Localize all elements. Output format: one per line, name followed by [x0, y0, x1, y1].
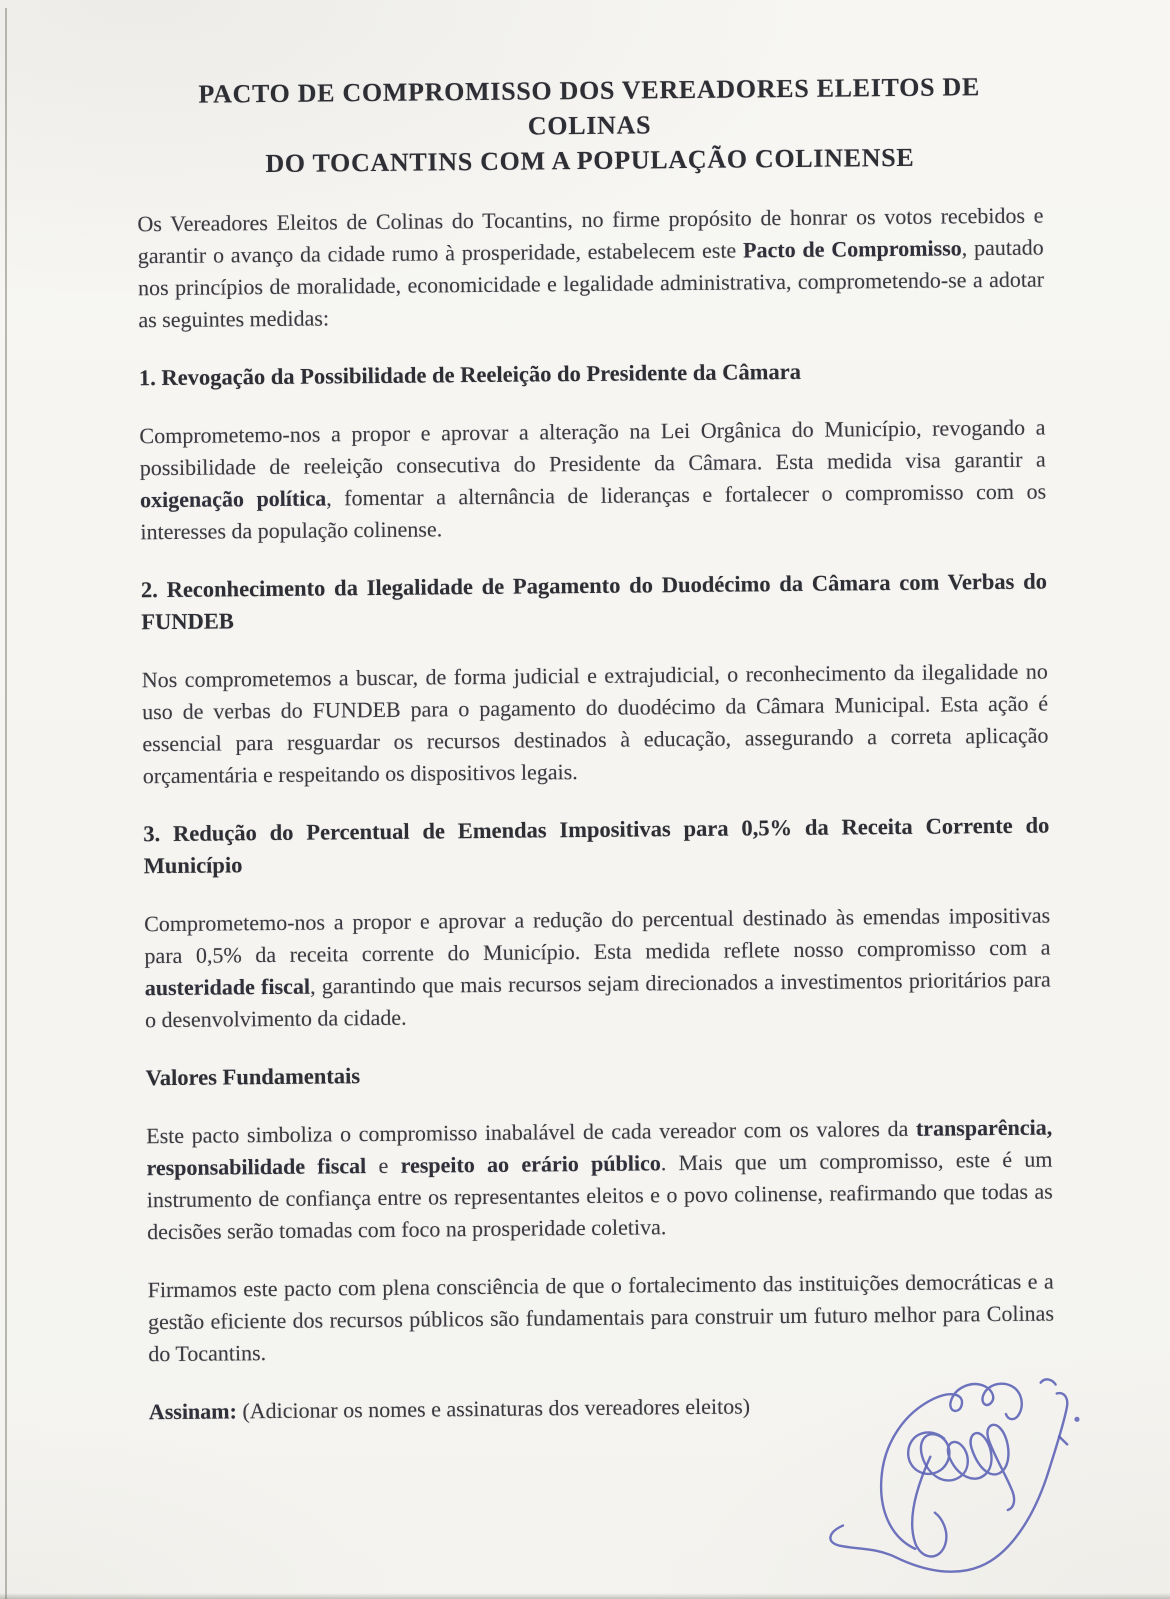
- section-2-paragraph: Nos comprometemos a buscar, de forma judicial e extrajudicial, o reconhecimento da ilegalidade no uso de verbas do FUNDEB para o pagamento do duodécimo da Câmara Municipal. Esta ação é essencial para resguardar os recursos destinados à educação, assegurando a correta aplicação orçamentária e respeitando os dispositivos legais.: [141, 658, 1049, 789]
- scan-bottom-shadow: [0, 1593, 1170, 1599]
- section-2-heading: 2. Reconhecimento da Ilegalidade de Pagamento do Duodécimo da Câmara com Verbas do FUNDEB: [140, 568, 1048, 635]
- document-title-line-2: DO TOCANTINS COM A POPULAÇÃO COLINENSE: [265, 142, 915, 179]
- section-1-paragraph: Comprometemo-nos a propor e aprovar a alteração na Lei Orgânica do Município, revogando a possibilidade de reeleição consecutiva do Presidente da Câmara. Esta medida visa garantir a oxigenação política, fomentar a alternância de lideranças e fortalecer o compromisso com os interesses da população colinense.: [139, 414, 1047, 545]
- signature-stroke-outer: [829, 1393, 1069, 1573]
- section-3-heading: 3. Redução do Percentual de Emendas Impositivas para 0,5% da Receita Corrente do Município: [143, 812, 1050, 879]
- signature-stroke-name: [908, 1425, 1014, 1511]
- section-1-heading: 1. Revogação da Possibilidade de Reeleição do Presidente da Câmara: [138, 358, 802, 391]
- signature-ink-dot: [1074, 1417, 1079, 1422]
- intro-paragraph: Os Vereadores Eleitos de Colinas do Tocantins, no firme propósito de honrar os votos recebidos e garantir o avanço da cidade rumo à prosperidade, estabelecem este Pacto de Compromisso, pautado nos princípios de moralidade, economicidade e legalidade administrativa, comprometendo-se a adotar as seguintes medidas:: [137, 202, 1045, 333]
- values-paragraph: Este pacto simboliza o compromisso inabalável de cada vereador com os valores da transparência, responsabilidade fiscal e respeito ao erário público. Mais que um compromisso, este é um instrumento de confiança entre os representantes eleitos e o povo colinense, reafirmando que todas as decisões serão tomadas com foco na prosperidade coletiva.: [146, 1114, 1053, 1245]
- document-title-line-1: PACTO DE COMPROMISSO DOS VEREADORES ELEITOS DE COLINAS: [198, 72, 981, 141]
- document-content: [136, 69, 1055, 1429]
- signature-ink: [793, 1326, 1170, 1590]
- signature-stroke-top-tick: [1041, 1379, 1056, 1384]
- closing-paragraph: Firmamos este pacto com plena consciência de que o fortalecimento das instituições democráticas e a gestão eficiente dos recursos públicos são fundamentais para construir um futuro melhor para Colinas do Tocantins.: [147, 1268, 1055, 1367]
- signature-line: Assinam: (Adicionar os nomes e assinaturas dos vereadores eleitos): [148, 1393, 751, 1425]
- values-heading: Valores Fundamentais: [145, 1063, 361, 1091]
- signature-stroke-mid-tick: [1059, 1436, 1067, 1444]
- section-3-paragraph: Comprometemo-nos a propor e aprovar a redução do percentual destinado às emendas impositivas para 0,5% da receita corrente do Município. Esta medida reflete nosso compromisso com a austeridade fiscal, garantindo que mais recursos sejam direcionados a investimentos prioritários para o desenvolvimento da cidade.: [144, 902, 1051, 1033]
- document-title: [136, 69, 1043, 183]
